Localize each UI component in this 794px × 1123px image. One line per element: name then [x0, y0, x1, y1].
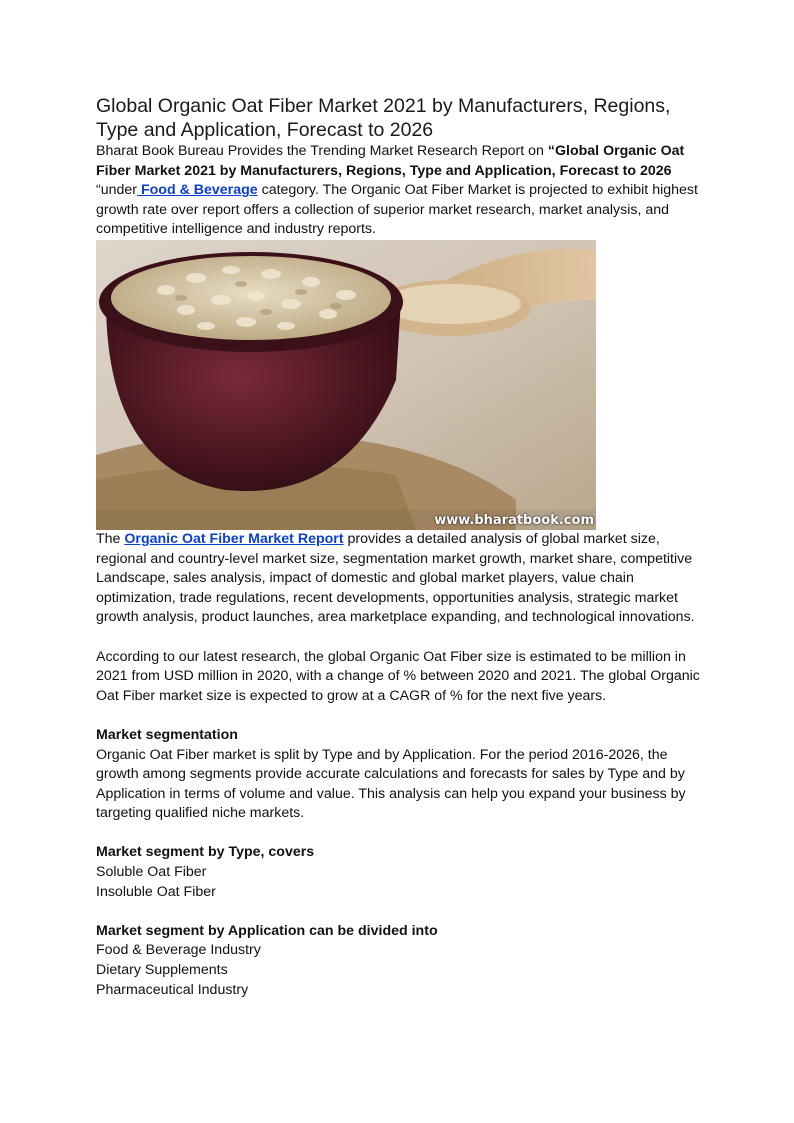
intro-tail: category. The Organic Oat Fiber Market is projected to exhibit highest growth rate over report offers a collection of superior market research, market analysis, and competitive intelligence and industry reports.	[96, 182, 698, 238]
spacer	[96, 706, 702, 726]
segmentation-paragraph: Organic Oat Fiber market is split by Type and by Application. For the period 2016-2026, the growth among segments provide accurate calculations and forecasts for sales by Type and by Application in terms of volume and value. This analysis can help you expand your business by targeting qualified niche markets.	[96, 746, 686, 822]
by-application-heading	[96, 922, 702, 942]
food-beverage-link[interactable]: Food & Beverage	[137, 182, 258, 199]
intro-report-name: Global Organic Oat Fiber Market 2021 by Manufacturers, Regions, Type and Application, Forecast to 2026	[96, 143, 685, 179]
by-application-heading-text: Market segment by Application can be divided into	[96, 922, 438, 939]
intro-close-quote: “	[96, 182, 101, 199]
segmentation-heading	[96, 726, 702, 746]
research-paragraph: According to our latest research, the global Organic Oat Fiber size is estimated to be million in 2021 from USD million in 2020, with a change of % between 2020 and 2021. The global Organic Oat Fiber market size is expected to grow at a CAGR of % for the next five years.	[96, 648, 700, 704]
segmentation-heading-text: Market segmentation	[96, 726, 238, 743]
intro-paragraph	[96, 142, 702, 240]
list-item: Insoluble Oat Fiber	[96, 883, 216, 900]
document-page	[96, 94, 702, 1000]
list-item: Soluble Oat Fiber	[96, 864, 207, 881]
report-text: provides a detailed analysis of global market size, regional and country-level market size, segmentation market growth, market share, competitive Landscape, sales analysis, impact of domestic and global market players, value chain optimization, trade regulations, recent developments, opportunities analysis, strategic market growth analysis, product launches, area marketplace expanding, and technological innovations.	[96, 530, 695, 626]
report-the: The	[96, 530, 125, 547]
spacer	[96, 902, 702, 922]
intro-lead: Bharat Book Bureau Provides the Trending Market Research Report on	[96, 143, 548, 159]
intro-open-quote: “	[547, 143, 555, 159]
by-type-heading	[96, 843, 702, 863]
oat-bowl-image	[96, 240, 596, 530]
list-item: Food & Beverage Industry	[96, 942, 261, 959]
intro-under: under	[100, 182, 138, 199]
watermark-text: www.bharatbook.com	[434, 512, 594, 528]
list-item: Pharmaceutical Industry	[96, 981, 249, 998]
by-type-heading-text: Market segment by Type, covers	[96, 844, 315, 861]
spacer	[96, 628, 702, 648]
organic-oat-fiber-report-link[interactable]: Organic Oat Fiber Market Report	[124, 530, 344, 547]
page-title: Global Organic Oat Fiber Market 2021 by Manufacturers, Regions, Type and Application, Forecast to 2026	[96, 95, 671, 141]
spacer	[96, 824, 702, 844]
report-paragraph	[96, 530, 702, 628]
list-item: Dietary Supplements	[96, 962, 228, 979]
